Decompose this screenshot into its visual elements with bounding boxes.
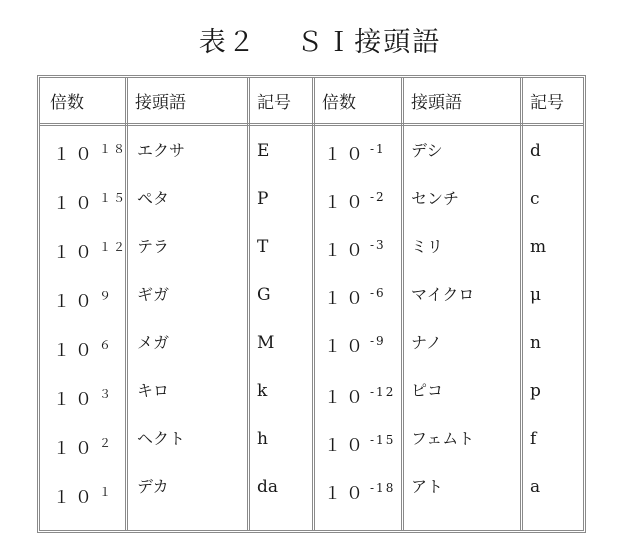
si-prefix-table [37,75,586,533]
multiple-cell-right [324,481,396,505]
prefix-cell-left: ギガ [137,285,170,304]
symbol-cell-left: da [257,477,279,497]
prefix-cell-left: エクサ [137,141,186,160]
symbol-cell-left: P [257,189,269,209]
power-base: １０ [53,292,97,312]
prefix-cell-left: ヘクト [137,429,186,448]
multiple-cell-right [324,433,396,457]
power-base: １０ [324,388,368,408]
power-exponent: -9 [370,334,386,348]
symbol-cell-right: n [530,333,541,353]
power-base: １０ [324,289,368,309]
multiple-cell-right [324,334,386,358]
symbol-cell-left: G [257,285,271,305]
power-base: １０ [53,439,97,459]
symbol-cell-right: f [530,429,537,449]
prefix-cell-left: デカ [137,477,169,496]
power-exponent: -15 [370,433,396,447]
symbol-cell-right: d [530,141,541,161]
symbol-cell-left: E [257,141,270,161]
power-exponent: -1 [370,142,386,156]
symbol-cell-right: μ [530,285,542,305]
header-multiple-left: 倍数 [50,93,84,113]
power-base: １０ [53,390,97,410]
multiple-cell-left [53,142,128,166]
power-exponent: １８ [99,142,128,156]
multiple-cell-left [53,240,128,264]
prefix-cell-right: センチ [411,189,460,208]
power-exponent: １５ [99,191,128,205]
multiple-cell-left [53,338,114,362]
power-exponent: -18 [370,481,396,495]
power-exponent: ６ [99,338,114,352]
prefix-cell-right: ミリ [411,237,444,256]
power-base: １０ [324,193,368,213]
symbol-cell-left: k [257,381,268,401]
prefix-cell-right: フェムト [411,429,475,448]
power-base: １０ [324,145,368,165]
power-exponent: １ [99,485,114,499]
power-exponent: ９ [99,289,114,303]
power-exponent: -2 [370,190,386,204]
multiple-cell-right [324,286,386,310]
multiple-cell-left [53,485,114,509]
prefix-cell-left: テラ [137,237,170,256]
prefix-cell-left: ペタ [137,189,170,208]
header-symbol-right: 記号 [530,93,564,113]
power-base: １０ [324,436,368,456]
symbol-cell-right: c [530,189,540,209]
symbol-cell-left: T [257,237,269,257]
column-divider [401,78,404,530]
multiple-cell-left [53,436,114,460]
symbol-cell-right: a [530,477,541,497]
power-base: １０ [53,341,97,361]
header-symbol-left: 記号 [257,93,291,113]
column-divider [520,78,523,530]
header-divider [40,123,583,126]
power-base: １０ [324,484,368,504]
multiple-cell-left [53,289,114,313]
column-divider [312,78,315,530]
multiple-cell-right [324,142,386,166]
symbol-cell-right: p [530,381,541,401]
multiple-cell-right [324,385,396,409]
symbol-cell-right: m [530,237,547,257]
power-exponent: -3 [370,238,386,252]
power-exponent: ２ [99,436,114,450]
prefix-cell-left: メガ [137,333,170,352]
power-base: １０ [53,488,97,508]
multiple-cell-left [53,191,128,215]
header-multiple-right: 倍数 [322,93,356,113]
header-prefix-left: 接頭語 [135,93,186,113]
table-title: 表２ ＳＩ接頭語 [198,27,442,58]
multiple-cell-left [53,387,114,411]
power-base: １０ [53,145,97,165]
power-exponent: -6 [370,286,386,300]
power-exponent: １２ [99,240,128,254]
power-base: １０ [324,241,368,261]
power-base: １０ [53,194,97,214]
symbol-cell-left: h [257,429,268,449]
prefix-cell-right: デシ [411,141,443,160]
prefix-cell-right: アト [411,477,444,496]
power-base: １０ [53,243,97,263]
multiple-cell-right [324,190,386,214]
prefix-cell-right: マイクロ [411,285,475,304]
prefix-cell-left: キロ [137,381,170,400]
symbol-cell-left: M [257,333,275,353]
multiple-cell-right [324,238,386,262]
power-base: １０ [324,337,368,357]
power-exponent: -12 [370,385,396,399]
prefix-cell-right: ピコ [411,381,444,400]
header-prefix-right: 接頭語 [411,93,462,113]
power-exponent: ３ [99,387,114,401]
column-divider [247,78,250,530]
prefix-cell-right: ナノ [411,333,442,352]
